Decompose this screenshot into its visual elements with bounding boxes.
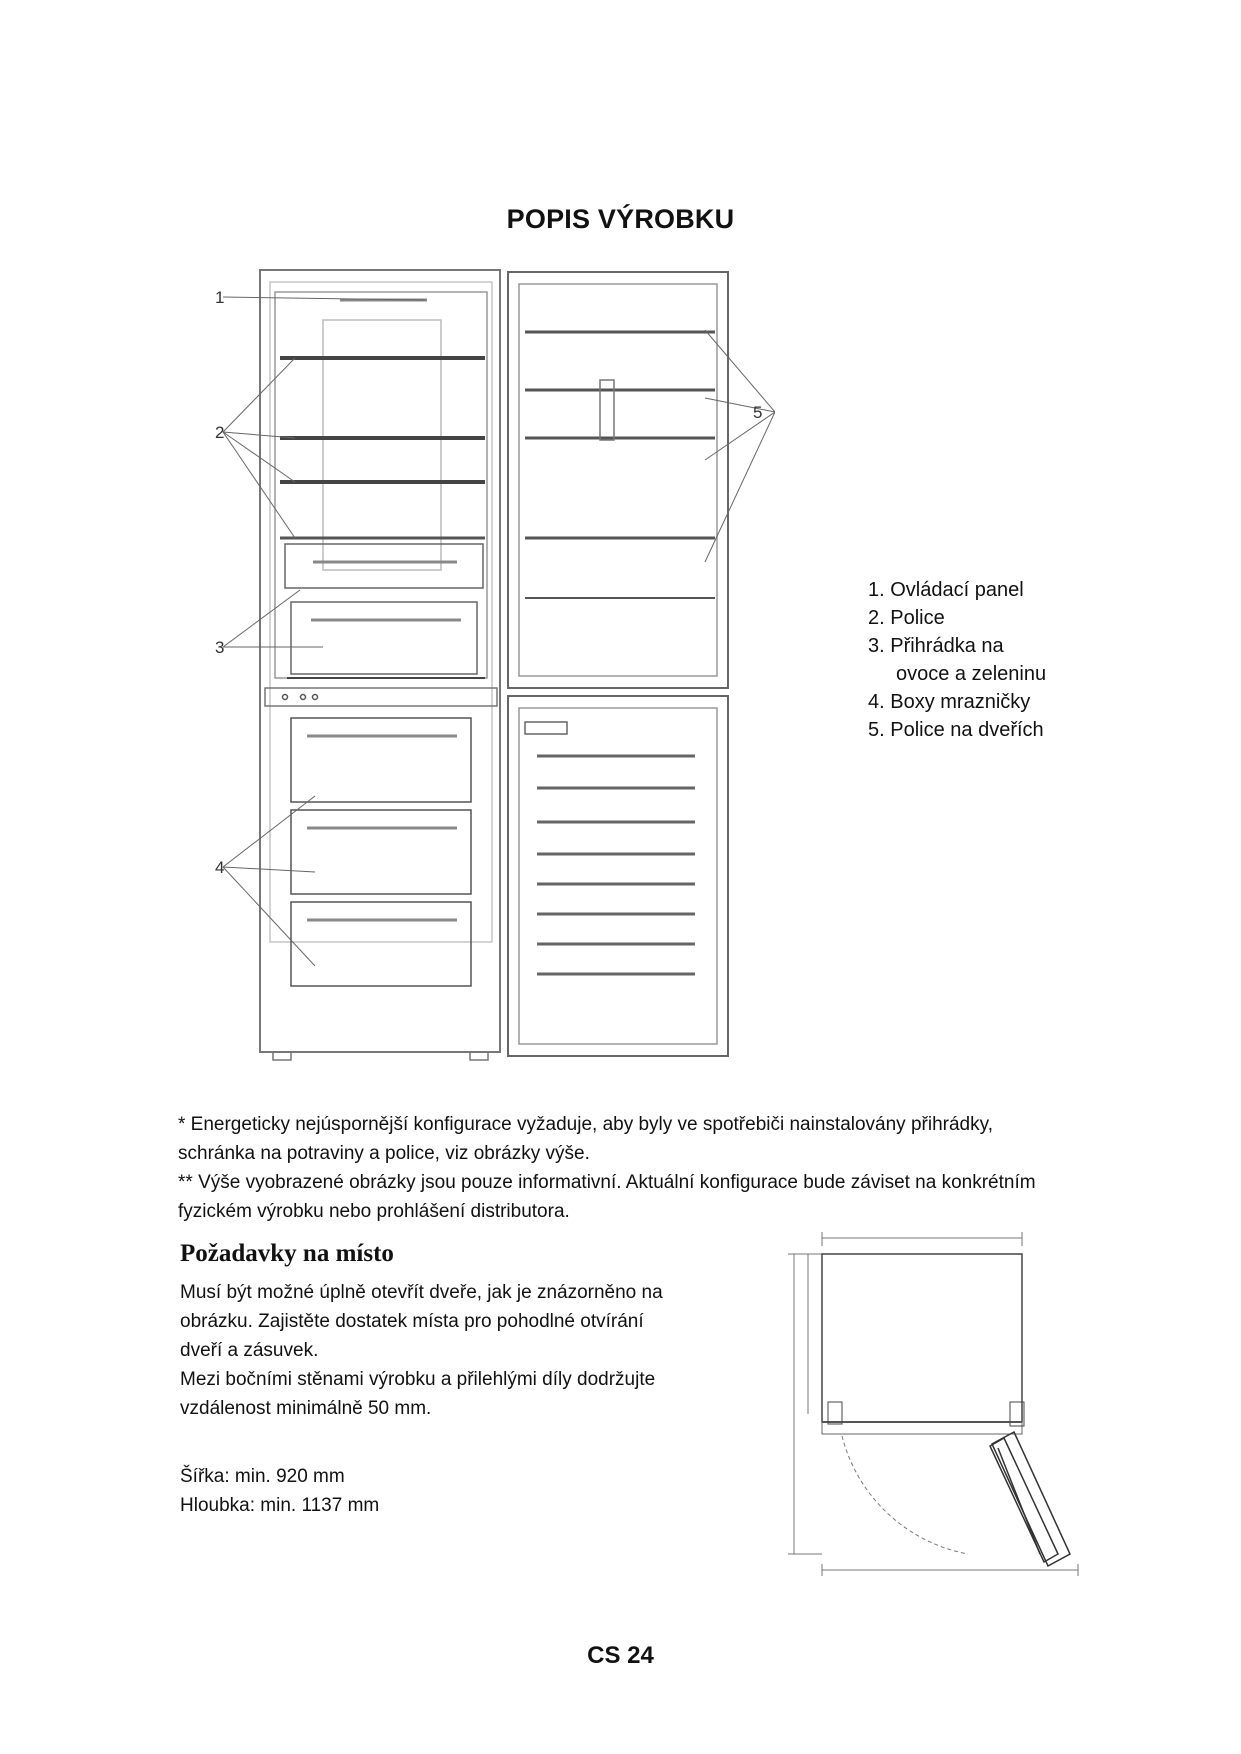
notes bbox=[178, 1110, 1108, 1226]
callout-5: 5 bbox=[753, 403, 763, 422]
note-line: fyzickém výrobku nebo prohlášení distributora. bbox=[178, 1201, 570, 1222]
width-requirement: Šířka: min. 920 mm bbox=[180, 1466, 345, 1487]
legend-item: 1. Ovládací panel bbox=[868, 579, 1024, 601]
requirements-text bbox=[180, 1278, 740, 1423]
requirements-line: dveří a zásuvek. bbox=[180, 1340, 319, 1361]
requirements-line: Mezi bočními stěnami výrobku a přilehlými díly dodržujte bbox=[180, 1369, 656, 1390]
legend-item: ovoce a zeleninu bbox=[896, 663, 1047, 685]
callout-4: 4 bbox=[215, 858, 225, 877]
requirements-line: vzdálenost minimálně 50 mm. bbox=[180, 1398, 432, 1419]
callout-2: 2 bbox=[215, 423, 225, 442]
legend-item: 2. Police bbox=[868, 607, 945, 629]
legend-item: 4. Boxy mrazničky bbox=[868, 691, 1031, 713]
legend-item: 3. Přihrádka na bbox=[868, 635, 1004, 657]
depth-requirement: Hloubka: min. 1137 mm bbox=[180, 1495, 380, 1516]
note-line: * Energeticky nejúspornější konfigurace vyžaduje, aby byly ve spotřebiči nainstalovány přihrádky, bbox=[178, 1114, 993, 1135]
fridge-interior-diagram bbox=[195, 262, 775, 1062]
legend-item: 5. Police na dveřích bbox=[868, 719, 1044, 741]
requirements-heading: Požadavky na místo bbox=[180, 1240, 394, 1267]
legend bbox=[868, 576, 1046, 744]
note-line: ** Výše vyobrazené obrázky jsou pouze informativní. Aktuální konfigurace bude záviset na konkrétním bbox=[178, 1172, 1036, 1193]
minimum-dimensions bbox=[180, 1462, 379, 1520]
requirements-line: Musí být možné úplně otevřít dveře, jak je znázorněno na bbox=[180, 1282, 663, 1303]
callout-3: 3 bbox=[215, 638, 225, 657]
page-title: POPIS VÝROBKU bbox=[506, 204, 735, 234]
page-number: CS 24 bbox=[587, 1642, 654, 1669]
callout-1: 1 bbox=[215, 288, 225, 307]
door-clearance-diagram bbox=[778, 1224, 1088, 1580]
note-line: schránka na potraviny a police, viz obrázky výše. bbox=[178, 1143, 590, 1164]
requirements-line: obrázku. Zajistěte dostatek místa pro pohodlné otvírání bbox=[180, 1311, 644, 1332]
